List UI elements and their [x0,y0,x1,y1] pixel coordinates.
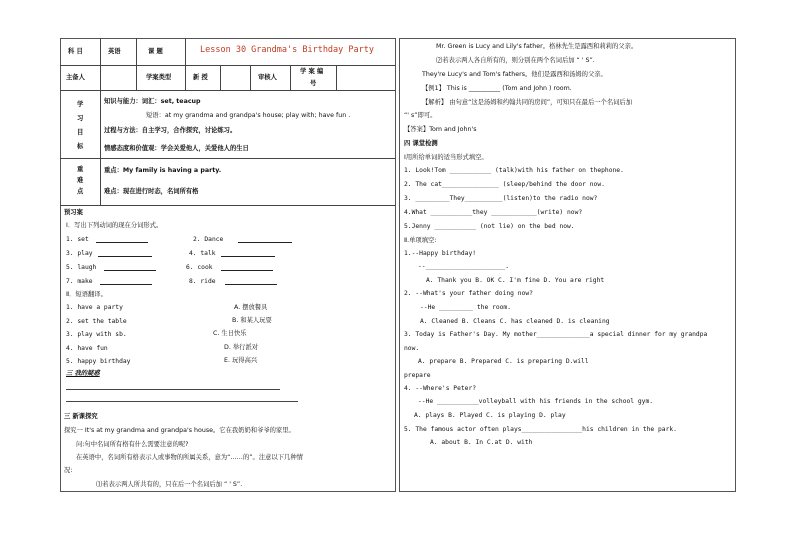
difficult-point: 难点：现在进行时态，名词所有格 [104,188,199,195]
fill-question: 3. _________They__________(listen)to the radio now? [404,195,598,202]
section-subtitle: Ⅱ.单项填空: [404,237,437,244]
table-line [100,38,101,205]
phrase-en: 5. happy birthday [66,358,131,365]
objective-process: 过程与方法：自主学习，合作探究，讨论练习。 [104,127,237,134]
objectives-side-label: 标 [77,143,84,150]
phrase-cn: A. 摆放餐具 [234,304,268,311]
keypoints-side-label: 点 [77,188,84,195]
table-line [220,65,221,90]
right-line: They're Lucy's and Tom's fathers。他们是露西和汤姆的父亲。 [422,71,607,78]
table-line [290,65,291,90]
phrase-en: 1. have a party [66,304,123,311]
reviewer-label: 审核人 [258,74,277,81]
preparer-label: 主备人 [66,74,85,81]
phrase-en: 2. set the table [66,318,127,325]
mc-question: 4. --Where's Peter? [404,385,477,392]
number-label: 号 [310,80,317,87]
subject-value: 英语 [108,48,121,55]
phrase-en: 4. have fun [66,345,108,352]
explore-line: 探究一 It's at my grandma and grandpa's house。它在我奶奶和爷爷的家里。 [64,427,295,434]
key-point: 重点：My family is having a party. [104,167,222,174]
preview-q1-title: Ⅰ．写出下列动词的现在分词形式。 [66,222,163,229]
keypoints-side-label: 难 [77,177,84,184]
verb-item: 6. cook [186,264,213,271]
fill-question: 4.What ___________they ____________(write) now? [404,209,583,216]
preview-q2-title: Ⅱ．短语翻译。 [66,291,107,298]
objective-knowledge: 知识与能力：词汇：set, teacup [104,98,201,105]
type-value: 新 授 [193,74,208,81]
doubt-line[interactable] [66,389,280,390]
section-subtitle: Ⅰ用所给单词的适当形式填空。 [404,154,488,161]
table-line [136,38,137,90]
doubt-line[interactable] [66,401,298,402]
mc-question: 1.--Happy birthday! [404,250,477,257]
mc-question: now. [404,345,420,352]
explore-line: 况: [64,467,73,474]
phrase-cn: D. 举行派对 [224,344,259,351]
answer-blank[interactable] [221,264,273,271]
objectives-side-label: 习 [77,115,84,122]
mc-options: prepare [404,372,431,379]
lesson-title: Lesson 30 Grandma's Birthday Party [200,45,374,55]
mc-question: 5. The famous actor often plays________________his children in the park. [404,426,677,433]
answer-blank[interactable] [225,278,277,285]
phrase-cn: B. 和某人玩耍 [232,317,272,324]
preview-title: 预习案 [64,209,83,216]
verb-item: 1. set [66,236,89,243]
mc-question: 3. Today is Father's Day. My mother______________a special dinner for my grandpa [404,331,708,338]
mc-options: A. Thank you B. OK C. I'm fine D. You are right [426,277,605,284]
table-line [60,65,395,66]
verb-item: 3. play [66,250,93,257]
analysis-line: 【解析】 由句意“这是汤姆和约翰共同的房间”，可知只在最后一个名词后加 [422,99,633,106]
explore-line: ⑴若表示两人所共有的，只在后一个名词后加 “ ' S”. [96,481,243,488]
answer-line: 【答案】Tom and John's [404,126,477,133]
table-line [60,205,395,206]
objectives-side-label: 目 [77,129,84,136]
explore-line: 问:句中名词所有格有什么需要注意的呢? [76,441,189,448]
section-title: 四 课堂检测 [404,140,438,147]
verb-item: 5. laugh [66,264,97,271]
example-line: 【例1】 This is __________ (Tom and John ) room. [422,85,572,92]
explore-title: 三 新课探究 [64,413,98,420]
mc-options: A. about B. In C.at D. with [430,439,533,446]
objectives-side-label: 学 [77,101,84,108]
table-line [60,90,395,91]
phrase-en: 3. play with sb. [66,331,127,338]
fill-question: 2. The cat_______________ (sleep/behind the door now. [404,181,605,188]
mc-options: A. Cleaned B. Cleans C. has cleaned D. is cleaning [420,318,610,325]
verb-item: 2. Dance [193,236,224,243]
table-line [336,65,337,90]
phrase-cn: E. 玩得高兴 [224,357,258,364]
verb-item: 8. ride [189,278,216,285]
right-line: Mr. Green is Lucy and Lily's father。格林先生是露西和莉莉的父亲。 [436,43,638,50]
mc-question: --_____________________. [418,263,509,270]
topic-label: 课 题 [148,48,163,55]
answer-blank[interactable] [104,264,156,271]
mc-question: --He _________ the room. [420,304,511,311]
explore-line: 在英语中，名词所有格表示人或事物的所属关系，意为“……的”。注意以下几种情 [76,454,303,461]
table-line [60,158,395,159]
verb-item: 4. talk [189,250,216,257]
answer-blank[interactable] [98,250,152,257]
mc-question: --He ___________volleyball with his friends in the school gym. [418,398,654,405]
subject-label: 科 目 [68,48,83,55]
mc-question: 2. --What's your father doing now? [404,290,533,297]
mc-options: A. prepare B. Prepared C. is preparing D.will [418,358,589,365]
answer-blank[interactable] [221,250,275,257]
table-line [185,38,186,90]
type-label: 学案类型 [146,74,172,81]
phrase-cn: C. 生日快乐 [213,330,247,337]
keypoints-side-label: 重 [77,166,84,173]
number-label: 学 案 编 [300,68,324,75]
objective-emotion: 情感态度和价值观：学会关爱他人，关爱他人的生日 [104,145,249,152]
answer-blank[interactable] [96,236,148,243]
mc-options: A. plays B. Played C. is playing D. play [414,412,566,419]
right-line: ⑵若表示两人各自所有的，则分别在两个名词后加 “ ' S”. [436,57,595,64]
verb-item: 7. make [66,278,93,285]
objective-phrases: 短语：at my grandma and grandpa's house; play with; have fun . [146,112,351,119]
fill-question: 1. Look!Tom ___________ (talk)with his father on thephone. [404,167,624,174]
analysis-line: “' s”即可。 [404,112,437,119]
answer-blank[interactable] [238,236,292,243]
table-line [250,65,251,90]
doubt-title: 三 我的疑惑 [66,370,100,377]
answer-blank[interactable] [100,278,152,285]
fill-question: 5.Jenny ___________ (not lie) on the bed now. [404,223,575,230]
